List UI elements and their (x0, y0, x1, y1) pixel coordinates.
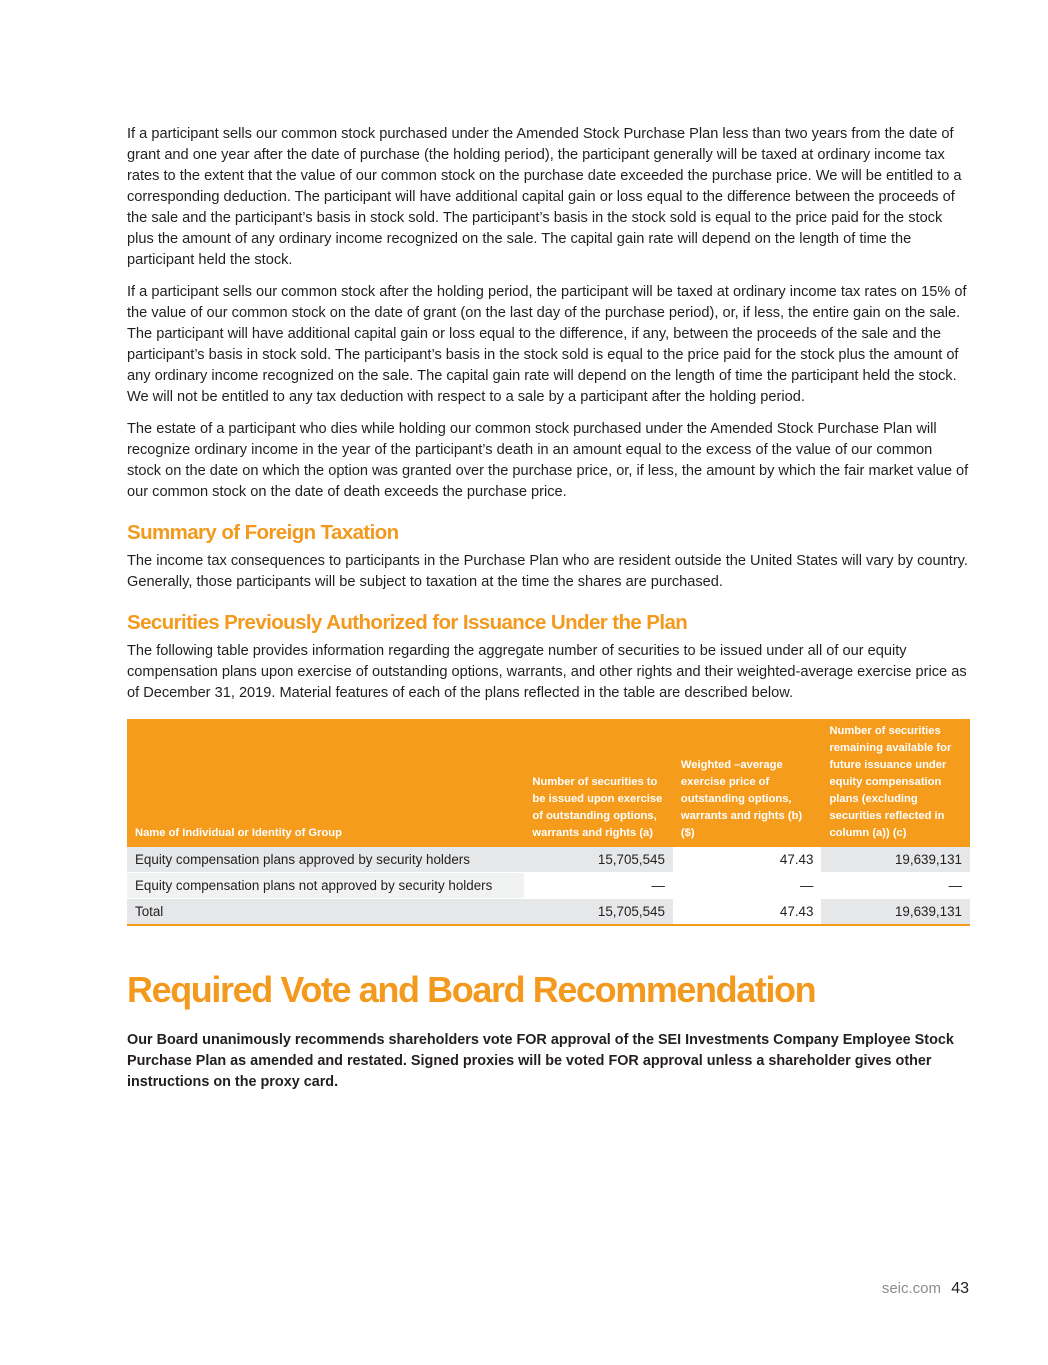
page-number: 43 (951, 1280, 969, 1297)
securities-text: The following table provides information regarding the aggregate number of securities to be issued under all of our equity compensation plans upon exercise of outstanding options, warrants, and other rights and their weighted-average exercise price as of December 31, 2019. Material features of each of the plans reflected in the table are described below. (127, 643, 967, 701)
header-weighted-average-price: Weighted –average exercise price of outstanding options, warrants and rights (b) ($) (673, 719, 822, 847)
paragraph-estate: The estate of a participant who dies while holding our common stock purchased under the Amended Stock Purchase Plan will recognize ordinary income in the year of the participant’s death in an amount equal to the excess of the value of our common stock on the date on which the option was granted over the purchase price, or, if less, the amount by which the fair market value of our common stock on the date of death exceeds the purchase price. (127, 421, 969, 500)
row-weighted-average-price: — (673, 873, 822, 899)
table-total-row (127, 899, 970, 926)
header-securities-to-be-issued: Number of securities to be issued upon exercise of outstanding options, warrants and rights (a) (524, 719, 673, 847)
foreign-taxation-text: The income tax consequences to participants in the Purchase Plan who are resident outside the United States will vary by country. Generally, those participants will be subject to taxation at the time the shares are purchased. (127, 553, 968, 590)
page-content (127, 124, 970, 1093)
footer-site-link[interactable]: seic.com (881, 1280, 942, 1297)
row-securities-remaining: 19,639,131 (821, 847, 970, 873)
securities-heading: Securities Previously Authorized for Issuance Under the Plan (127, 611, 688, 634)
table-header-row (127, 719, 970, 847)
row-weighted-average-price: 47.43 (673, 847, 822, 873)
row-securities-to-be-issued: 15,705,545 (524, 899, 673, 926)
page-footer (882, 1279, 969, 1299)
required-vote-heading: Required Vote and Board Recommendation (127, 969, 816, 1010)
foreign-taxation-heading: Summary of Foreign Taxation (127, 521, 399, 544)
row-label: Equity compensation plans not approved by security holders (127, 873, 524, 899)
row-securities-to-be-issued: — (524, 873, 673, 899)
securities-table (127, 719, 970, 926)
header-name-of-group: Name of Individual or Identity of Group (127, 719, 524, 847)
table-row (127, 847, 970, 873)
paragraph-holding-period-sale: If a participant sells our common stock purchased under the Amended Stock Purchase Plan less than two years from the date of grant and one year after the date of purchase (the holding period), the participant generally will be taxed at ordinary income tax rates to the extent that the value of our common stock on the purchase date exceeded the purchase price. We will be entitled to a corresponding deduction. The participant will have additional capital gain or loss equal to the difference between the proceeds of the sale and the participant’s basis in stock sold. The participant’s basis in the stock sold is equal to the price paid for the stock plus the amount of any ordinary income recognized on the sale. The capital gain rate will depend on the length of time the participant held the stock. (127, 126, 962, 268)
row-securities-remaining: 19,639,131 (821, 899, 970, 926)
row-label: Equity compensation plans approved by security holders (127, 847, 524, 873)
row-label: Total (127, 899, 524, 926)
table-row (127, 873, 970, 899)
paragraph-after-holding-period: If a participant sells our common stock after the holding period, the participant will be taxed at ordinary income tax rates on 15% of the value of our common stock on the date of grant (on the last day of the purchase period), or, if less, the entire gain on the sale. The participant will have additional capital gain or loss equal to the difference, if any, between the proceeds of the sale and the participant’s basis in stock sold. The participant’s basis in the stock sold is equal to the price paid for the stock plus the amount of any ordinary income recognized on the sale. The capital gain rate will depend on the length of time the participant held the stock. We will not be entitled to any tax deduction with respect to a sale by a participant after the holding period. (127, 284, 967, 405)
board-recommendation-text: Our Board unanimously recommends shareholders vote FOR approval of the SEI Investments Company Employee Stock Purchase Plan as amended and restated. Signed proxies will be voted FOR approval unless a shareholder gives other instructions on the proxy card. (127, 1032, 954, 1090)
header-securities-remaining: Number of securities remaining available for future issuance under equity compensation plans (excluding securities reflected in column (a)) (c) (821, 719, 970, 847)
row-securities-remaining: — (821, 873, 970, 899)
row-weighted-average-price: 47.43 (673, 899, 822, 926)
row-securities-to-be-issued: 15,705,545 (524, 847, 673, 873)
